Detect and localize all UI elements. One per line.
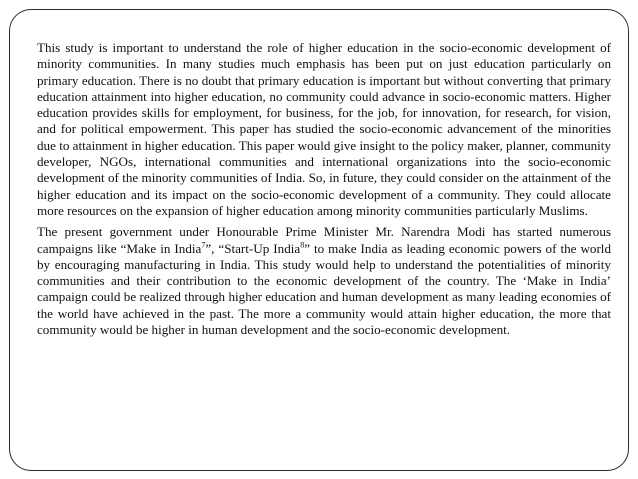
paragraph-text-part: ” to make India as leading economic powers of the world by encouraging manufacturing in India. This study would help to understand the potentialities of minority communities and their contribution to the economic development of the country. The ‘Make in India’ campaign could be realized through higher education and human development as many leading economies of the world have achieved in the past. The more a community would attain higher education, the more that community would be higher in human development and the socio-economic development. [37, 240, 611, 338]
footnote-marker: 7 [201, 240, 206, 250]
paragraph-text-part: The present government under Honourable Prime Minister Mr. Narendra Modi has started numerous campaigns like “Make in India [37, 224, 611, 256]
paragraph-text-part: ”, “Start-Up India [205, 240, 301, 256]
footnote-marker: 8 [300, 240, 305, 250]
body-text [37, 40, 611, 338]
paragraph-government-campaigns [37, 224, 611, 338]
paragraph-study-importance: This study is important to understand the role of higher education in the socio-economic development of minority communities. In many studies much emphasis has been put on just education particularly on primary education. There is no doubt that primary education is important but without converting that primary education attainment into higher education, no community could advance in socio-economic matters. Higher education provides skills for employment, for business, for the job, for innovation, for research, for vision, and for political empowerment. This paper has studied the socio-economic advancement of the minorities due to attainment in higher education. This paper would give insight to the policy maker, planner, community developer, NGOs, international communities and international organizations into the socio-economic development of the minority communities of India. So, in future, they could consider on the attainment of the higher education and its impact on the socio-economic development of a community. They could allocate more resources on the expansion of higher education among minority communities particularly Muslims. [37, 40, 611, 218]
